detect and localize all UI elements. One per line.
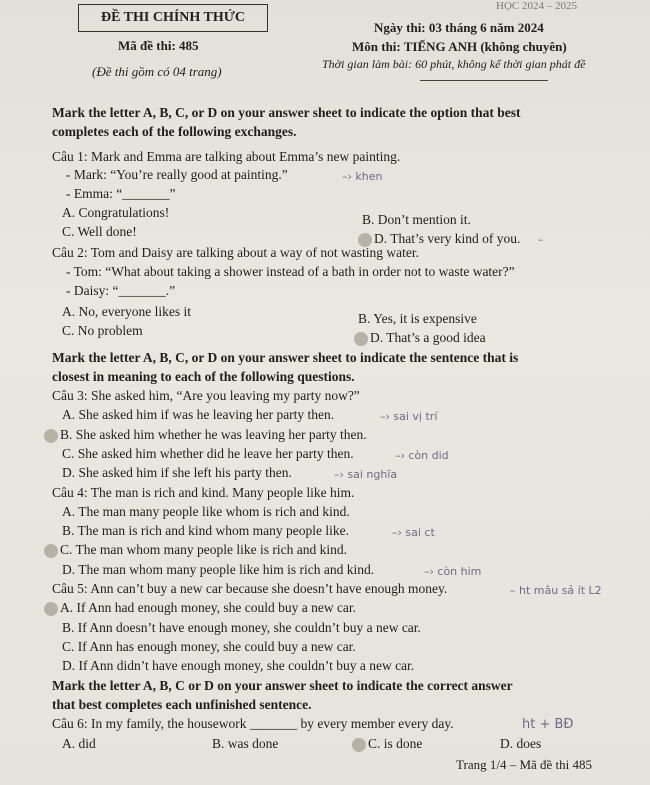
q3-stem: Câu 3: She asked him, “Are you leaving my party now?” bbox=[52, 388, 360, 403]
q3-note-c: –› còn did bbox=[395, 449, 449, 462]
q1-option-a: A. Congratulations! bbox=[62, 205, 170, 220]
q1-option-b: B. Don’t mention it. bbox=[362, 212, 471, 227]
answer-mark bbox=[44, 602, 58, 616]
section2-instruction-line1: Mark the letter A, B, C, or D on your answer sheet to indicate the sentence that is bbox=[52, 350, 519, 365]
q4-option-c bbox=[44, 542, 347, 558]
answer-mark bbox=[44, 429, 58, 443]
q5-option-a bbox=[44, 600, 356, 616]
q6-option-c-text: C. is done bbox=[368, 736, 423, 751]
exam-subject: Môn thi: TIẾNG ANH (không chuyên) bbox=[352, 39, 567, 54]
q6-stem: Câu 6: In my family, the housework _______ by every member every day. bbox=[52, 716, 454, 731]
q2-line2: - Daisy: “_______.” bbox=[66, 283, 176, 298]
q1-option-d-text: D. That’s very kind of you. bbox=[374, 231, 521, 246]
q1-option-c: C. Well done! bbox=[62, 224, 137, 239]
exam-code: Mã đề thi: 485 bbox=[118, 38, 199, 53]
q5-stem: Câu 5: Ann can’t buy a new car because she doesn’t have enough money. bbox=[52, 581, 448, 596]
section1-instruction-line1: Mark the letter A, B, C, or D on your answer sheet to indicate the option that best bbox=[52, 105, 521, 120]
q2-option-d-text: D. That’s a good idea bbox=[370, 330, 486, 345]
q4-option-b: B. The man is rich and kind whom many people like. bbox=[62, 523, 349, 538]
q1-line2: - Emma: “_______” bbox=[66, 186, 176, 201]
q1-line1: - Mark: “You’re really good at painting.” bbox=[66, 167, 288, 182]
q5-option-d: D. If Ann didn’t have enough money, she couldn’t buy a new car. bbox=[62, 658, 415, 673]
q1-handwritten-dash: – bbox=[538, 233, 544, 246]
q5-option-b: B. If Ann doesn’t have enough money, she couldn’t buy a new car. bbox=[62, 620, 421, 635]
section1-instruction-line2: completes each of the following exchanges. bbox=[52, 124, 297, 139]
q2-stem: Câu 2: Tom and Daisy are talking about a way of not wasting water. bbox=[52, 245, 419, 260]
q4-note-d: –› còn him bbox=[424, 565, 482, 578]
q4-option-d: D. The man whom many people like him is rich and kind. bbox=[62, 562, 375, 577]
q1-stem: Câu 1: Mark and Emma are talking about Emma’s new painting. bbox=[52, 149, 401, 164]
page-count-note: (Đề thi gồm có 04 trang) bbox=[92, 64, 222, 79]
q1-handwritten-note: –› khen bbox=[342, 170, 383, 183]
q3-option-c: C. She asked him whether did he leave her party then. bbox=[62, 446, 354, 461]
q5-option-a-text: A. If Ann had enough money, she could buy a new car. bbox=[60, 600, 357, 615]
answer-mark bbox=[44, 544, 58, 558]
q6-option-b: B. was done bbox=[212, 736, 279, 751]
q2-option-a: A. No, everyone likes it bbox=[62, 304, 191, 319]
section3-instruction-line1: Mark the letter A, B, C or D on your answer sheet to indicate the correct answer bbox=[52, 678, 513, 693]
q5-handwritten-note: – ht mâu sả ít L2 bbox=[510, 584, 602, 597]
q4-stem: Câu 4: The man is rich and kind. Many people like him. bbox=[52, 485, 355, 500]
q4-option-c-text: C. The man whom many people like is rich and kind. bbox=[60, 542, 347, 557]
q6-option-d: D. does bbox=[500, 736, 542, 751]
q3-option-b bbox=[44, 427, 367, 443]
q5-option-c: C. If Ann has enough money, she could buy a new car. bbox=[62, 639, 356, 654]
q4-note-b: –› sai ct bbox=[392, 526, 435, 539]
q2-option-d bbox=[354, 330, 486, 346]
header-rule bbox=[420, 80, 548, 81]
q4-option-a: A. The man many people like whom is rich and kind. bbox=[62, 504, 350, 519]
q3-note-d: –› sai nghĩa bbox=[334, 468, 398, 481]
exam-time: Thời gian làm bài: 60 phút, không kể thời gian phát đề bbox=[322, 57, 586, 71]
answer-mark bbox=[352, 738, 366, 752]
q3-option-a: A. She asked him if was he leaving her party then. bbox=[62, 407, 335, 422]
q6-option-c bbox=[352, 736, 422, 752]
section2-instruction-line2: closest in meaning to each of the following questions. bbox=[52, 369, 355, 384]
q3-option-b-text: B. She asked him whether he was leaving her party then. bbox=[60, 427, 367, 442]
exam-date: Ngày thi: 03 tháng 6 năm 2024 bbox=[374, 20, 544, 35]
q3-option-d: D. She asked him if she left his party then. bbox=[62, 465, 292, 480]
page-footer: Trang 1/4 – Mã đề thi 485 bbox=[456, 757, 593, 772]
official-exam-box: ĐỀ THI CHÍNH THỨC bbox=[78, 4, 268, 32]
answer-mark bbox=[354, 332, 368, 346]
header-top-fragment: HỌC 2024 – 2025 bbox=[496, 0, 577, 12]
q6-option-a: A. did bbox=[62, 736, 96, 751]
q2-option-b: B. Yes, it is expensive bbox=[358, 311, 477, 326]
q6-handwritten-note: ht + BĐ bbox=[522, 717, 574, 732]
q2-line1: - Tom: “What about taking a shower instead of a bath in order not to waste water?” bbox=[66, 264, 515, 279]
q3-note-a: –› sai vị trí bbox=[380, 410, 438, 423]
q2-option-c: C. No problem bbox=[62, 323, 143, 338]
section3-instruction-line2: that best completes each unfinished sentence. bbox=[52, 697, 312, 712]
